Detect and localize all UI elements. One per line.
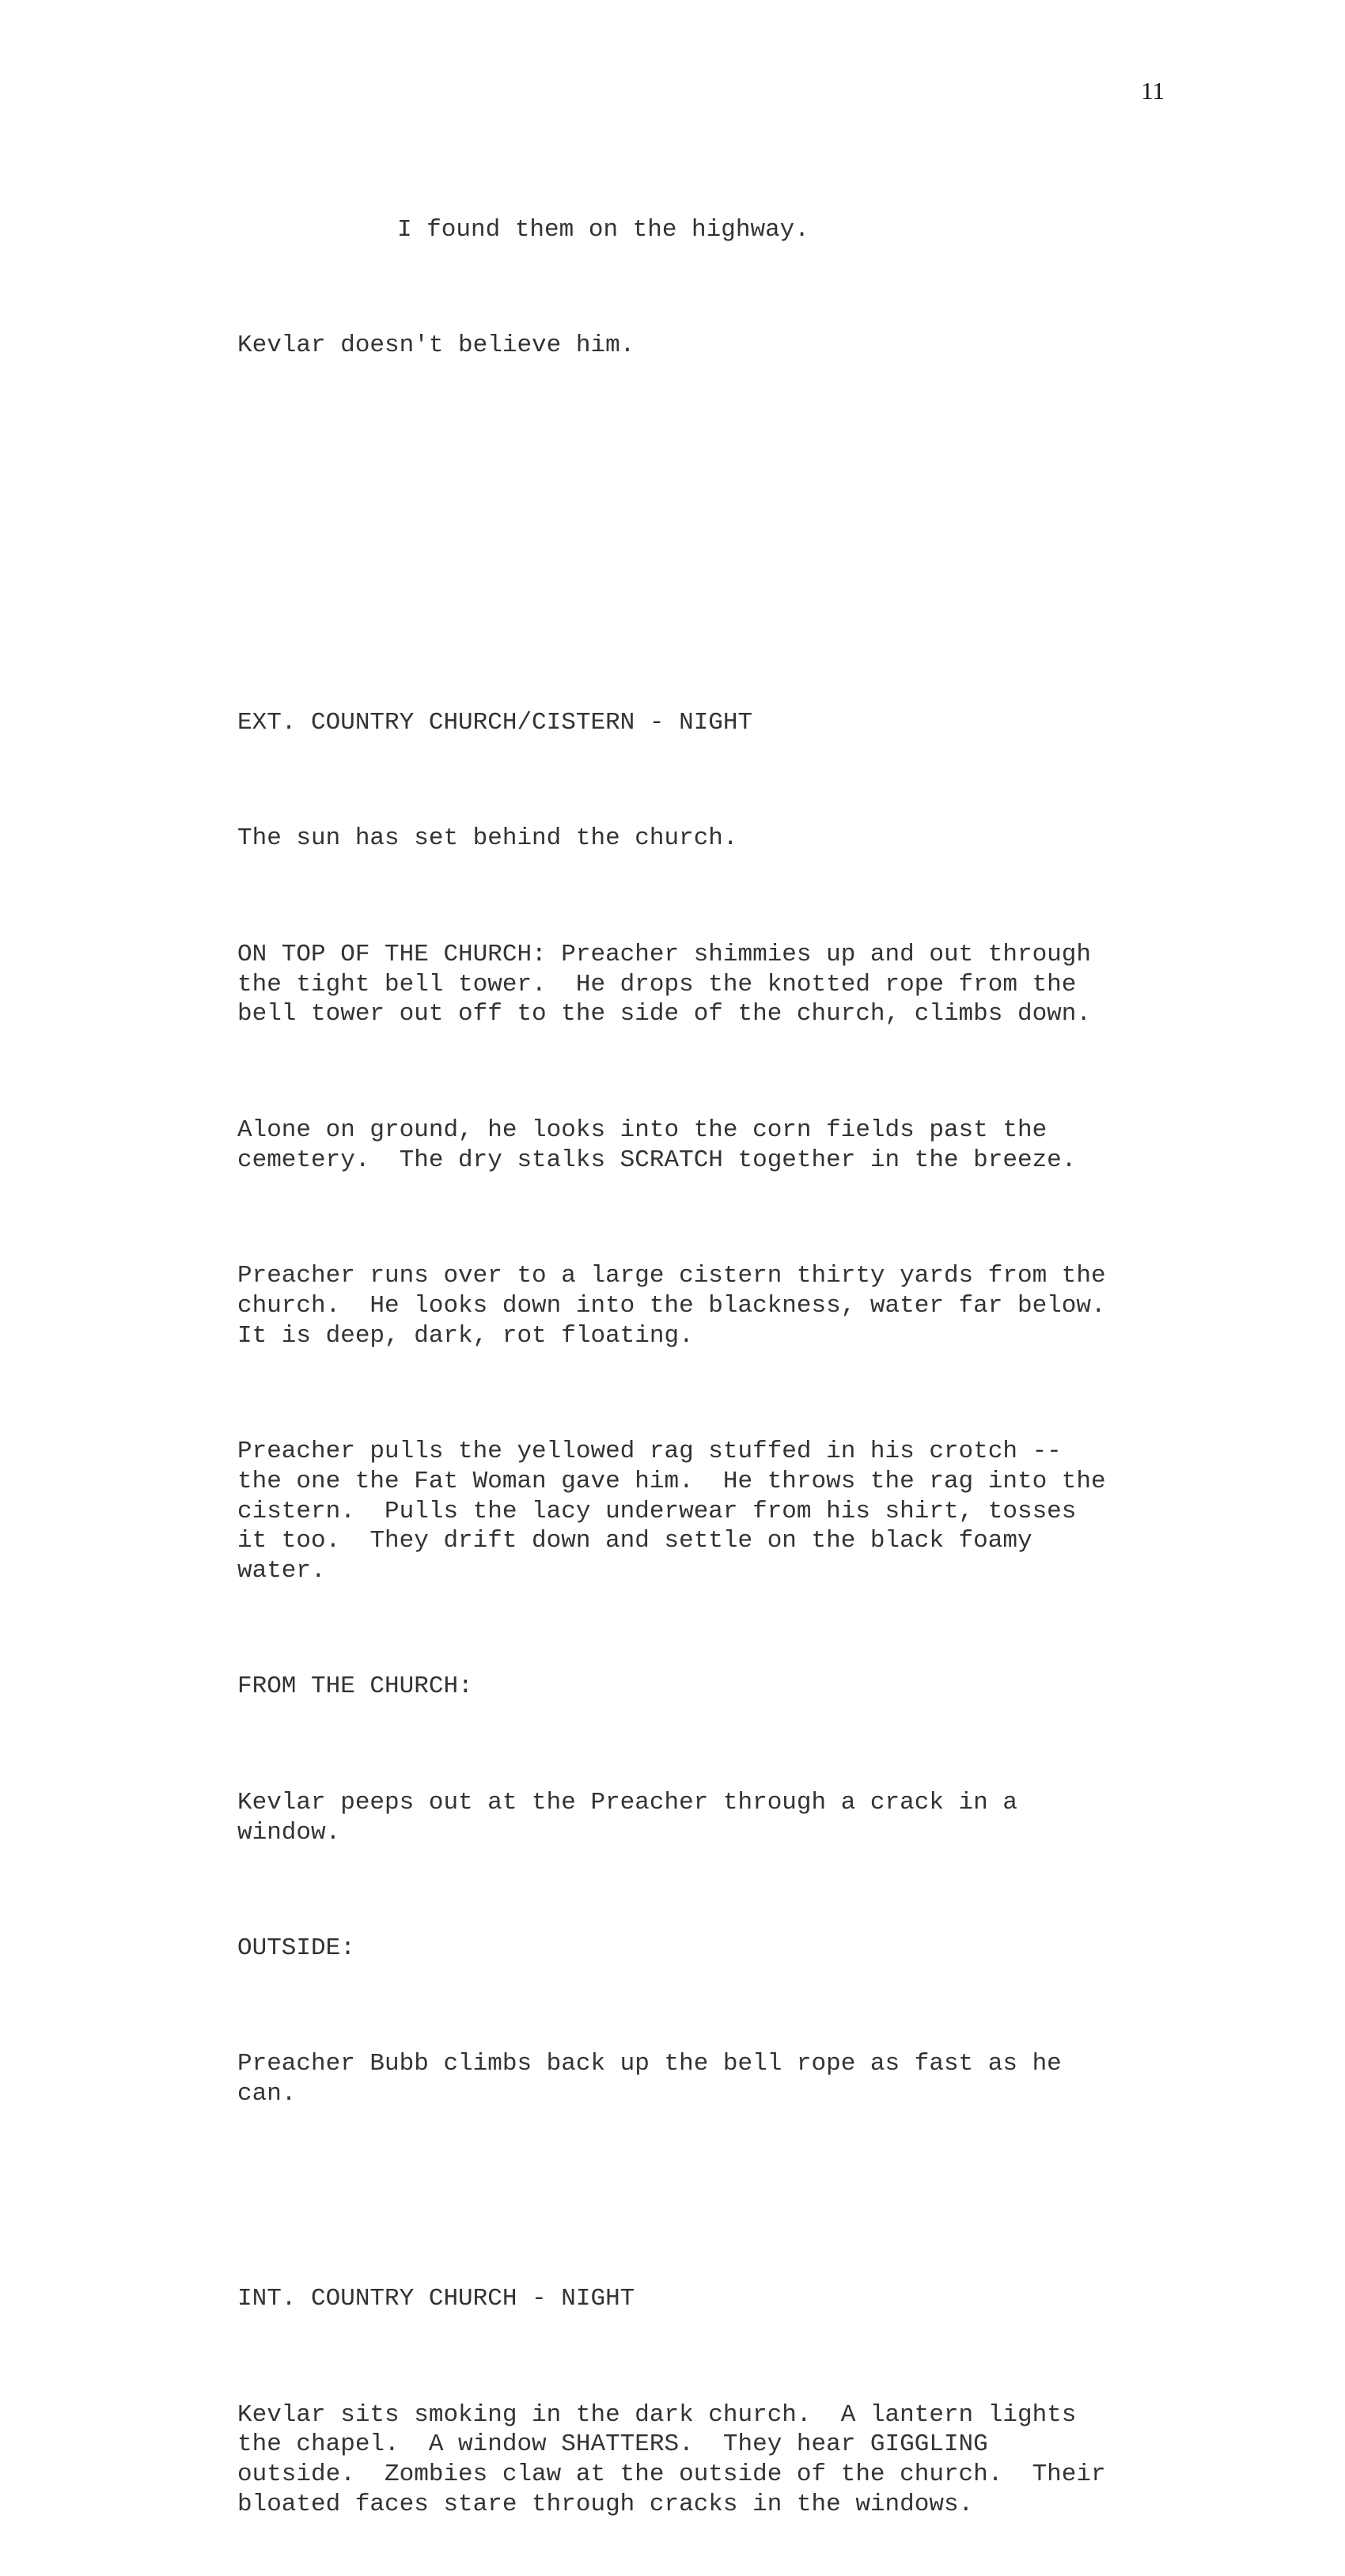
action-paragraph: ON TOP OF THE CHURCH: Preacher shimmies up and out through the tight bell tower. He drops the knotted rope from the bell tower out off to the side of the church, climbs down. (237, 940, 1091, 1029)
action-paragraph: Kevlar sits smoking in the dark church. A lantern lights the chapel. A window SHATTERS. They hear GIGGLING outside. Zombies claw at the outside of the church. Their bloated faces stare through cracks in the windows. (237, 2400, 1106, 2519)
action-paragraph: Alone on ground, he looks into the corn fields past the cemetery. The dry stalks SCRATCH together in the breeze. (237, 1116, 1077, 1174)
action-paragraph: Kevlar peeps out at the Preacher through a crack in a window. (237, 1788, 1017, 1847)
action-line: The sun has set behind the church. (237, 824, 738, 853)
shot-heading: FROM THE CHURCH: (237, 1673, 473, 1701)
dialogue-line: I found them on the highway. (397, 215, 809, 244)
shot-heading: OUTSIDE: (237, 1934, 355, 1963)
action-paragraph: Preacher pulls the yellowed rag stuffed in his crotch -- the one the Fat Woman gave him. He throws the rag into the cistern. Pulls the lacy underwear from his shirt, tosses it too. They drift down and settle on the black foamy water. (237, 1437, 1106, 1585)
screenplay-body (237, 155, 1203, 2576)
action-line: Kevlar doesn't believe him. (237, 331, 635, 359)
page-number: 11 (1141, 77, 1165, 104)
scene-heading: INT. COUNTRY CHURCH - NIGHT (237, 2285, 635, 2313)
action-paragraph: Preacher runs over to a large cistern thirty yards from the church. He looks down into the blackness, water far below. It is deep, dark, rot floating. (237, 1261, 1106, 1350)
blank-space (237, 446, 1203, 648)
blank-space (237, 2195, 1203, 2225)
action-paragraph: Preacher Bubb climbs back up the bell rope as fast as he can. (237, 2050, 1062, 2108)
scene-heading: EXT. COUNTRY CHURCH/CISTERN - NIGHT (237, 708, 753, 737)
